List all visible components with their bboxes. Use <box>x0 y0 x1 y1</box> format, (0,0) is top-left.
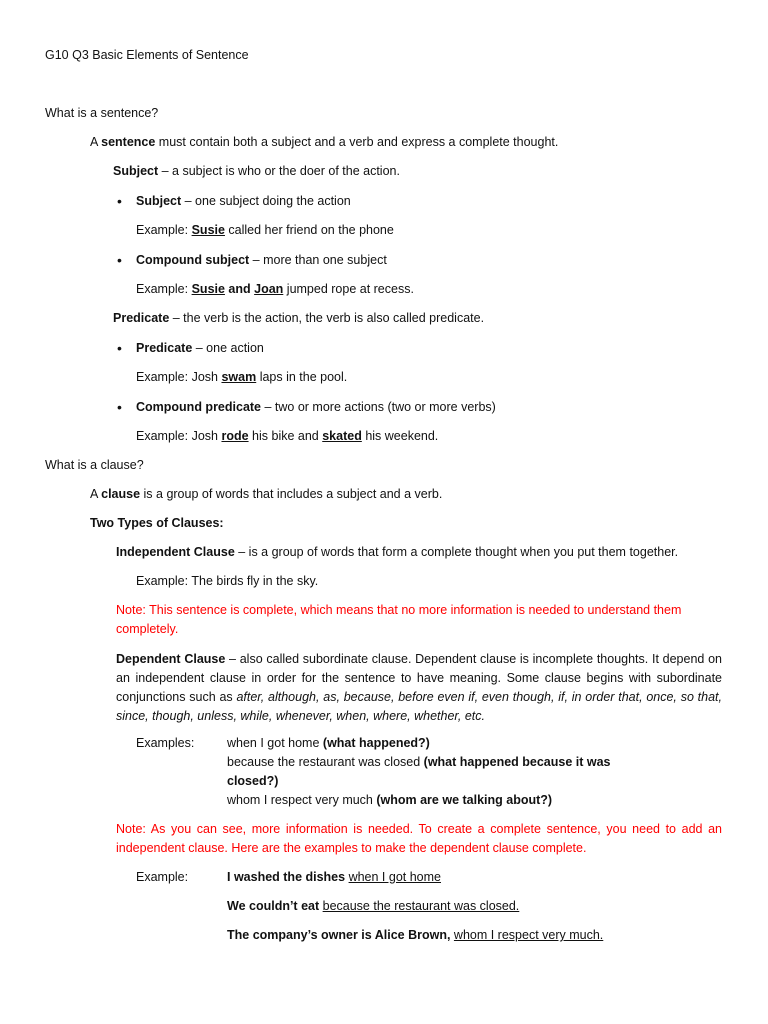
bullet-marker: • <box>117 252 122 268</box>
example-label: Example: <box>136 870 189 884</box>
question-sentence: What is a sentence? <box>45 106 159 120</box>
question-clause: What is a clause? <box>45 458 144 472</box>
complete-example-2: We couldn’t eat because the restaurant was closed. <box>227 899 520 913</box>
bullet-predicate: Predicate – one action <box>136 341 264 355</box>
two-types-heading: Two Types of Clauses: <box>90 516 224 530</box>
bullet-subject: Subject – one subject doing the action <box>136 194 351 208</box>
bullet-compound-subject: Compound subject – more than one subject <box>136 253 387 267</box>
complete-example-1: I washed the dishes when I got home <box>227 870 441 884</box>
bullet-marker: • <box>117 340 122 356</box>
dependent-example-2-cont: closed?) <box>227 774 279 788</box>
dependent-example-3: whom I respect very much (whom are we talking about?) <box>227 793 553 807</box>
examples-label: Examples: <box>136 736 195 750</box>
sentence-definition: A sentence must contain both a subject and a verb and express a complete thought. <box>90 135 559 149</box>
bullet-compound-predicate: Compound predicate – two or more actions (two or more verbs) <box>136 400 496 414</box>
document-title: G10 Q3 Basic Elements of Sentence <box>45 48 249 62</box>
example-compound-predicate: Example: Josh rode his bike and skated his weekend. <box>136 429 439 443</box>
predicate-definition: Predicate – the verb is the action, the verb is also called predicate. <box>113 311 485 325</box>
example-compound-subject: Example: Susie and Joan jumped rope at recess. <box>136 282 414 296</box>
bullet-marker: • <box>117 399 122 415</box>
dependent-example-2: because the restaurant was closed (what happened because it was <box>227 755 611 769</box>
example-subject: Example: Susie called her friend on the phone <box>136 223 394 237</box>
note-dependent: Note: As you can see, more information is needed. To create a complete sentence, you need to add an independent clause. Here are the examples to make the dependent clause complete. <box>116 822 722 855</box>
bullet-marker: • <box>117 193 122 209</box>
subject-definition: Subject – a subject is who or the doer of the action. <box>113 164 400 178</box>
dependent-clause-definition: Dependent Clause – also called subordinate clause. Dependent clause is incomplete thoughts. It depend on an independent clause in order for the sentence to have meaning. Some clause begins with subordinate conjunctions such as after, although, as, because, before even if, even though, if, in order that, once, so that, since, though, unless, while, whenever, when, where, whether, etc. <box>116 652 722 723</box>
dependent-examples-list <box>227 734 611 810</box>
example-predicate: Example: Josh swam laps in the pool. <box>136 370 348 384</box>
complete-example-3: The company’s owner is Alice Brown, whom I respect very much. <box>227 928 604 942</box>
independent-clause-definition: Independent Clause – is a group of words that form a complete thought when you put them together. <box>116 545 679 559</box>
clause-definition: A clause is a group of words that includes a subject and a verb. <box>90 487 443 501</box>
dependent-example-1: when I got home (what happened?) <box>227 736 430 750</box>
independent-clause-example: Example: The birds fly in the sky. <box>136 574 319 588</box>
note-independent: Note: This sentence is complete, which means that no more information is needed to understand them completely. <box>116 603 682 636</box>
